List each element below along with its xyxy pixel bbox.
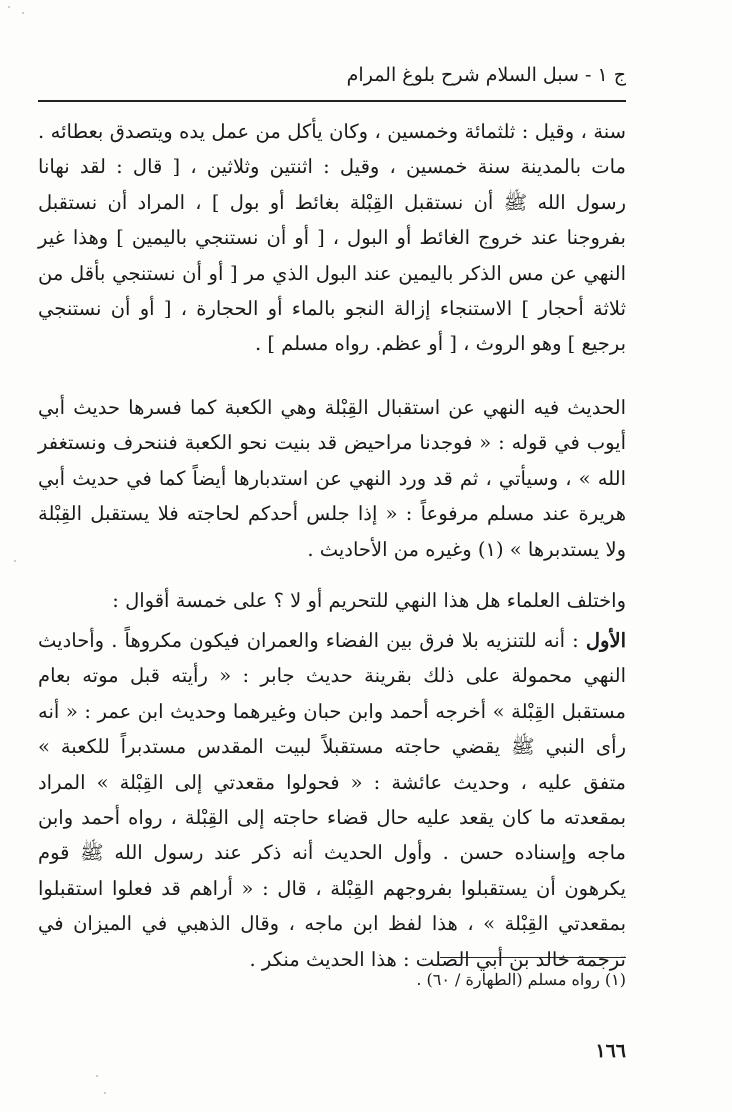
paragraph-scholars-disagreement: واختلف العلماء هل هذا النهي للتحريم أو لا ؟ على خمسة أقوال : bbox=[112, 589, 626, 612]
footnote-divider bbox=[440, 957, 626, 958]
page-number: ١٦٦ bbox=[595, 1040, 626, 1062]
paragraph-commentary: الحديث فيه النهي عن استقبال القِبْلة وهي الكعبة كما فسرها حديث أبي أيوب في قوله : « فوجدنا مراحيض قد بنيت نحو الكعبة فننحرف ونستغفر الله » ، وسيأتي ، ثم قد ورد النهي عن استدبارها أيضاً كما في حديث أبي هريرة عند مسلم مرفوعاً : « إذا جلس أحدكم لحاجته فلا يستقبل القِبْلة ولا يستدبرها » (١) وغيره من الأحاديث . bbox=[38, 396, 626, 561]
scan-speck bbox=[104, 1092, 106, 1094]
scan-speck bbox=[96, 1075, 98, 1077]
scan-speck bbox=[8, 6, 10, 8]
scan-speck bbox=[22, 12, 24, 14]
footnote: (١) رواه مسلم (الطهارة / ٦٠) . bbox=[416, 970, 626, 989]
first-opinion-heading: الأول bbox=[585, 629, 626, 652]
paragraph-hadith-text: سنة ، وقيل : ثلثمائة وخمسين ، وكان يأكل من عمل يده ويتصدق بعطائه . مات بالمدينة سنة خمسين ، وقيل : اثنتين وثلاثين ، [ قال : لقد نهانا رسول الله ﷺ أن نستقبل القِبْلة بغائط أو بول ] ، المراد أن نستقبل بفروجنا عند خروج الغائط أو البول ، [ أو أن نستنجي باليمين ] وهذا غير النهي عن مس الذكر باليمين عند البول الذي مر [ أو أن نستنجي بأقل من ثلاثة أحجار ] الاستنجاء إزالة النجو بالماء أو الحجارة ، [ أو أن نستنجي برجيع ] وهو الروث ، [ أو عظم. رواه مسلم ] . bbox=[38, 120, 626, 356]
paragraph-first-opinion bbox=[38, 623, 626, 977]
first-opinion-text: : أنه للتنزيه بلا فرق بين الفضاء والعمران فيكون مكروهاً . وأحاديث النهي محمولة على ذلك بقرينة حديث جابر : « رأيته قبل موته بعام مستقبل القِبْلة » أخرجه أحمد وابن حبان وغيرهما وحديث ابن عمر : « أنه رأى النبي ﷺ يقضي حاجته مستقبلاً لبيت المقدس مستدبراً للكعبة » متفق عليه ، وحديث عائشة : « فحولوا مقعدتي إلى القِبْلة » المراد بمقعدته ما كان يقعد عليه حال قضاء حاجته إلى القِبْلة ، رواه أحمد وابن ماجه وإسناده حسن . وأول الحديث أنه ذكر عند رسول الله ﷺ قوم يكرهون أن يستقبلوا بفروجهم القِبْلة ، قال : « أراهم قد فعلوا استقبلوا بمقعدتي القِبْلة » ، هذا لفظ ابن ماجه ، وقال الذهبي في الميزان في ترجمة خالد بن أبي الصلت : هذا الحديث منكر . bbox=[38, 629, 626, 971]
scan-speck bbox=[14, 560, 16, 562]
header-divider bbox=[38, 100, 626, 102]
running-header: ج ١ - سبل السلام شرح بلوغ المرام bbox=[346, 64, 626, 86]
